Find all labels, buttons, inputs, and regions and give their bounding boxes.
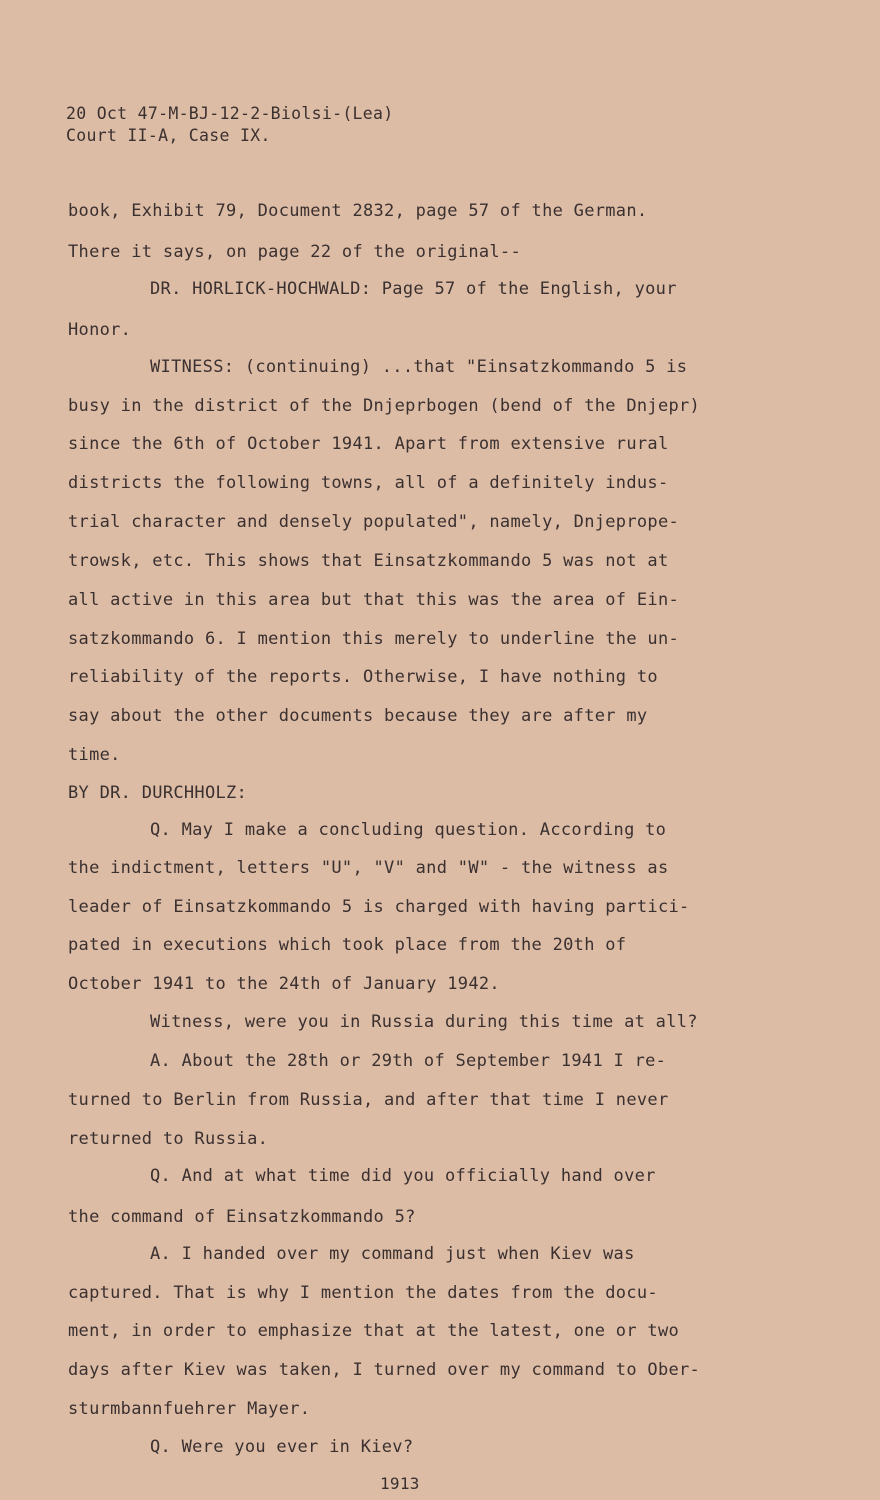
- text-line: days after Kiev was taken, I turned over my command to Ober-: [68, 1360, 701, 1380]
- question-line: Q. May I make a concluding question. According to: [150, 820, 667, 840]
- text-line: Honor.: [68, 320, 132, 340]
- text-line: the indictment, letters "U", "V" and "W" - the witness as: [68, 858, 669, 878]
- text-line: districts the following towns, all of a definitely indus-: [68, 473, 669, 493]
- text-line: leader of Einsatzkommando 5 is charged with having partici-: [68, 897, 690, 917]
- text-line: sturmbannfuehrer Mayer.: [68, 1399, 311, 1419]
- text-line: returned to Russia.: [68, 1129, 269, 1149]
- text-line: since the 6th of October 1941. Apart from extensive rural: [68, 434, 669, 454]
- answer-line: A. About the 28th or 29th of September 1941 I re-: [150, 1051, 667, 1071]
- text-line: book, Exhibit 79, Document 2832, page 57 of the German.: [68, 201, 648, 221]
- text-line: trial character and densely populated", namely, Dnjeprope-: [68, 512, 680, 532]
- answer-line: A. I handed over my command just when Kiev was: [150, 1244, 635, 1264]
- text-line: busy in the district of the Dnjeprbogen (bend of the Dnjepr): [68, 396, 701, 416]
- text-line: say about the other documents because they are after my: [68, 706, 648, 726]
- text-line: all active in this area but that this was the area of Ein-: [68, 590, 680, 610]
- question-line: Q. And at what time did you officially hand over: [150, 1166, 656, 1186]
- examiner-heading: BY DR. DURCHHOLZ:: [68, 783, 248, 803]
- text-line: October 1941 to the 24th of January 1942.: [68, 974, 500, 994]
- text-line: time.: [68, 745, 121, 765]
- speaker-line: DR. HORLICK-HOCHWALD: Page 57 of the English, your: [150, 279, 677, 299]
- page-number: 1913: [380, 1474, 420, 1493]
- text-line: captured. That is why I mention the dates from the docu-: [68, 1283, 658, 1303]
- text-line: ment, in order to emphasize that at the latest, one or two: [68, 1321, 680, 1341]
- text-line: reliability of the reports. Otherwise, I have nothing to: [68, 667, 658, 687]
- text-line: turned to Berlin from Russia, and after that time I never: [68, 1090, 669, 1110]
- speaker-line: WITNESS: (continuing) ...that "Einsatzkommando 5 is: [150, 357, 688, 377]
- text-line: the command of Einsatzkommando 5?: [68, 1207, 416, 1227]
- question-line: Q. Were you ever in Kiev?: [150, 1437, 414, 1457]
- text-line: trowsk, etc. This shows that Einsatzkommando 5 was not at: [68, 551, 669, 571]
- question-line: Witness, were you in Russia during this time at all?: [150, 1012, 698, 1032]
- text-line: pated in executions which took place from the 20th of: [68, 935, 627, 955]
- header-line-1: 20 Oct 47-M-BJ-12-2-Biolsi-(Lea): [66, 104, 394, 123]
- header-line-2: Court II-A, Case IX.: [66, 126, 271, 145]
- text-line: There it says, on page 22 of the original--: [68, 242, 521, 262]
- text-line: satzkommando 6. I mention this merely to underline the un-: [68, 629, 680, 649]
